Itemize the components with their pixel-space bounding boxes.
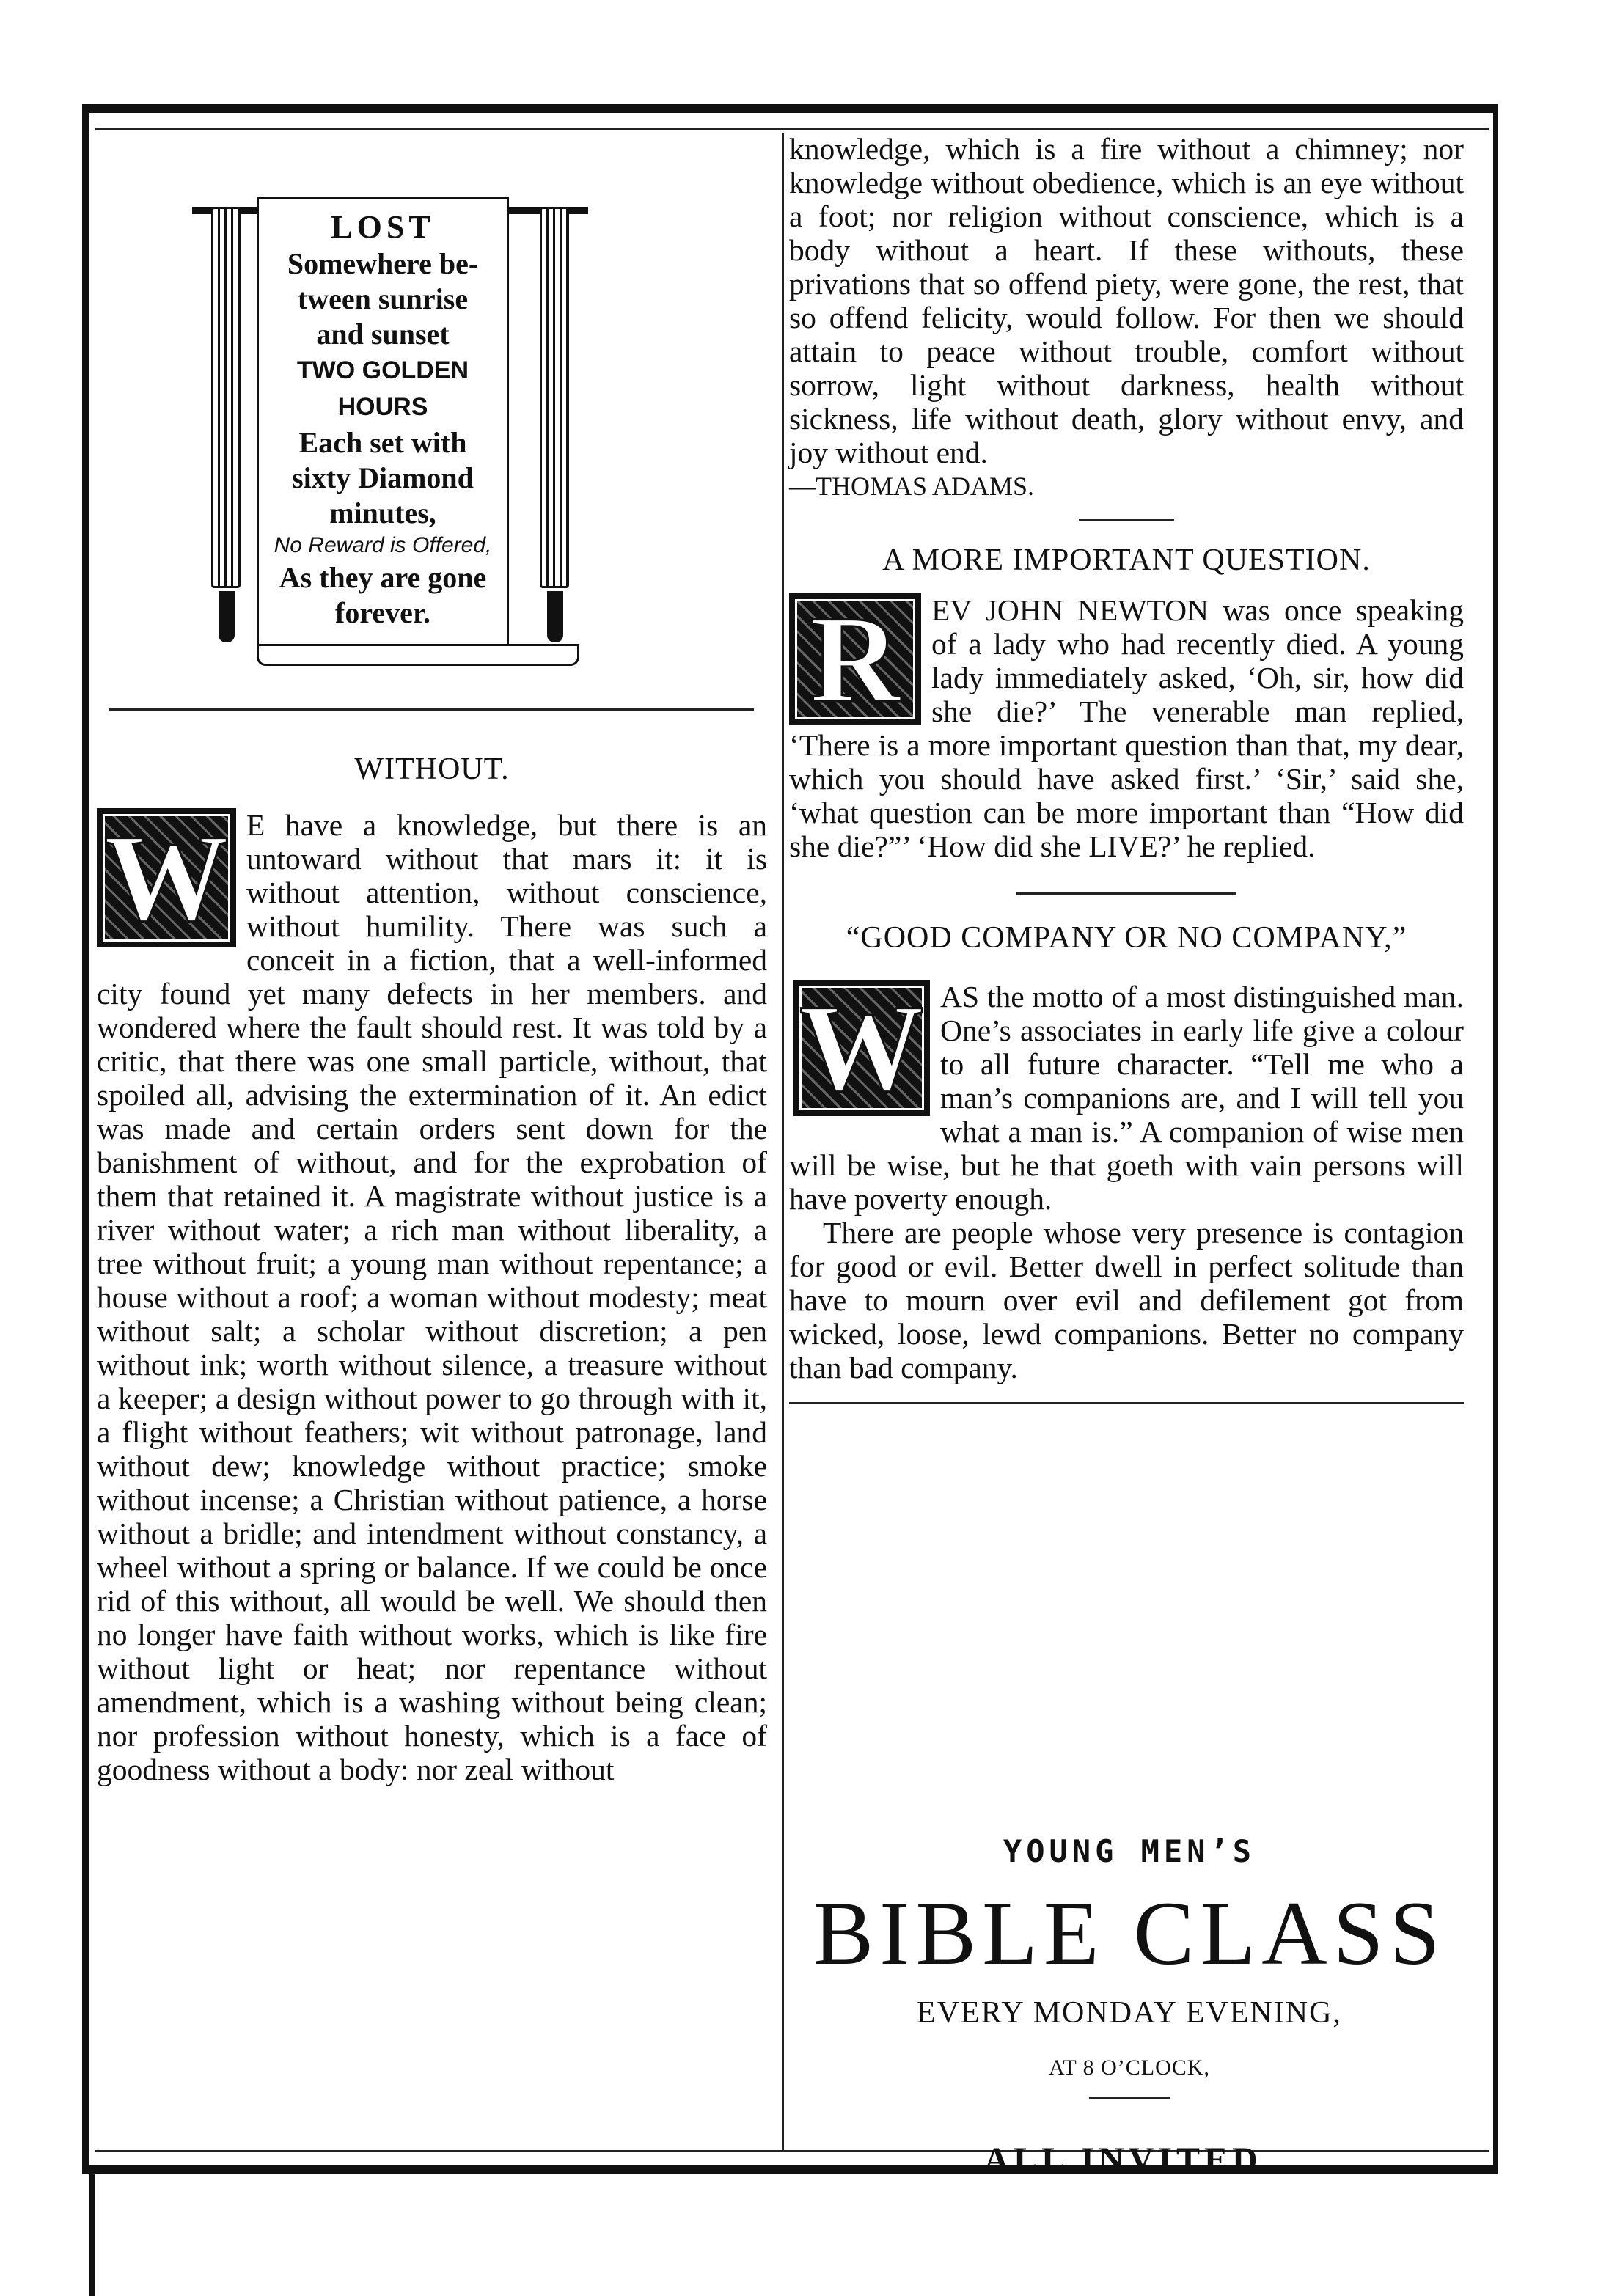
lost-advertisement: [192, 189, 590, 673]
bible-class-notice: [792, 1833, 1467, 2180]
article-without: [97, 733, 767, 1786]
tassel-right-icon: [547, 591, 563, 642]
ad-line-italic: No Reward is Offered,: [274, 533, 492, 557]
drop-cap-r: [789, 590, 921, 728]
ad-line: TWO GOLDEN HOURS: [296, 356, 469, 421]
question-title: A MORE IMPORTANT QUESTION.: [882, 543, 1371, 577]
ad-line: tween sunrise: [297, 282, 469, 315]
article-author: —THOMAS ADAMS.: [789, 472, 1035, 501]
drape-right: [540, 207, 569, 588]
tassel-left-icon: [219, 591, 235, 642]
drop-cap-letter: W: [799, 979, 924, 1117]
ad-line: As they are gone: [279, 561, 487, 594]
ad-line: minutes,: [329, 496, 436, 529]
ad-line: and sunset: [316, 318, 450, 351]
notice-time: AT 8 O’CLOCK,: [1049, 2055, 1210, 2080]
ad-heading: LOST: [331, 209, 435, 245]
drop-cap-letter: W: [104, 809, 229, 947]
short-rule: [1079, 519, 1174, 521]
inner-rule-top: [95, 128, 1489, 130]
drop-cap-w: [97, 808, 236, 947]
drop-cap-letter: R: [810, 590, 901, 728]
short-rule: [1016, 892, 1236, 895]
question-body: EV JOHN NEWTON was once speaking of a lady who had recently died. A young lady immediately asked, ‘Oh, sir, how did she die?’ The venerable man replied, ‘There is a more important question than that, my dear, which you should have asked first.’ ‘Sir,’ said she, ‘what question can be more important than “How did she die?”’ ‘How did she LIVE?’ he replied.: [789, 593, 1464, 863]
notice-dash: [1089, 2097, 1170, 2099]
article-body: E have a knowledge, but there is an untoward without that mars it: it is without attention, without conscience, without humility. There was such a conceit in a fiction, that a well-informed city found yet many defects in her members. and wondered where the fault should rest. It was told by a critic, that there was one small particle, without, that spoiled all, advising the extermination of it. An edict was made and certain orders sent down for the banishment of without, and for the exprobation of them that retained it. A magistrate without justice is a river without water; a rich man without liberality, a tree without fruit; a young man without repentance; a house without a roof; a woman without modesty; meat without salt; a scholar without discretion; a pen without ink; worth without silence, a treasure without a keeper; a design without power to go through with it, a flight without feathers; wit without patronage, land without dew; knowledge without practice; smoke without incense; a Christian without patience, a horse without a bridle; and intendment without constancy, a wheel without a spring or balance. If we could be once rid of this without, all would be well. We should then no longer have faith without works, which is like fire without light or heat; nor repentance without amendment, which is a washing without being clean; nor profession without honesty, which is a face of goodness without a body: nor zeal without: [97, 808, 767, 1786]
company-body: AS the motto of a most distinguished man. One’s associates in early life give a colour to all future character. “Tell me who a man’s companions are, and I will tell you what a man is.” A companion of wise men will be wise, but he that goeth with vain persons will have poverty enough.: [789, 980, 1464, 1216]
right-column: [789, 132, 1464, 1404]
ad-line: Somewhere be-: [287, 247, 479, 280]
notice-title: BIBLE CLASS: [813, 1883, 1446, 1984]
notice-invitation: ALL INVITED.: [983, 2141, 1275, 2179]
section-rule: [789, 1402, 1464, 1404]
company-title: “GOOD COMPANY OR NO COMPANY,”: [846, 921, 1407, 955]
scroll-curl: [257, 644, 579, 666]
column-divider: [782, 133, 784, 2152]
notice-heading: YOUNG MEN’S: [1003, 1833, 1256, 1869]
ad-text: [264, 197, 502, 631]
ad-line: forever.: [335, 596, 430, 629]
section-rule: [109, 708, 754, 711]
drop-cap-w2: [793, 980, 930, 1116]
binding-edge: [89, 2171, 95, 2296]
ad-line: Each set with: [298, 426, 467, 459]
article-title: WITHOUT.: [354, 752, 510, 786]
company-body: There are people whose very presence is contagion for good or evil. Better dwell in perfect solitude than have to mourn over evil and defilement got from wicked, loose, lewd companions. Better no company than bad company.: [789, 1216, 1464, 1384]
notice-schedule: EVERY MONDAY EVENING,: [917, 1996, 1342, 2030]
drape-left: [211, 207, 241, 588]
ad-line: sixty Diamond: [292, 461, 474, 494]
article-body-continued: knowledge, which is a fire without a chimney; nor knowledge without obedience, which is an eye without a foot; nor religion without conscience, which is a body without a heart. If these withouts, these privations that so offend piety, were gone, the rest, that so offend felicity, would follow. For then we should attain to peace without trouble, comfort without sorrow, light without darkness, health without sickness, life without death, glory without envy, and joy without end.: [789, 132, 1464, 469]
